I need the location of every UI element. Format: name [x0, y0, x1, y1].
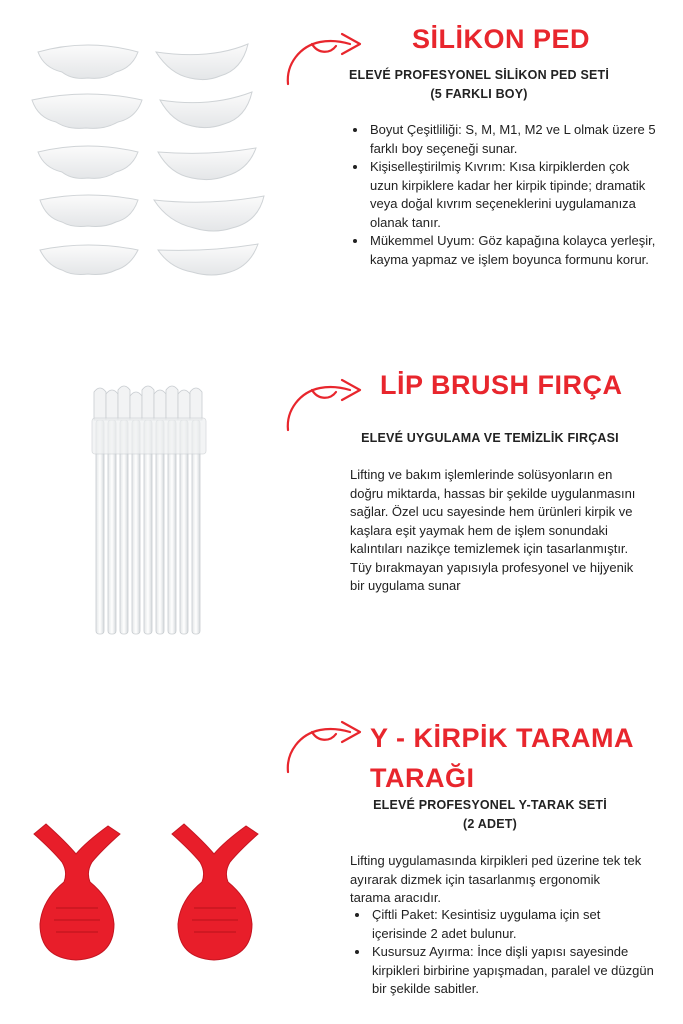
y-comb-title-line2: TARAĞI	[370, 763, 475, 793]
y-comb-count-note: (2 ADET)	[463, 817, 517, 831]
silikon-ped-title: SİLİKON PED	[412, 24, 591, 54]
lip-brush-description: Lifting ve bakım işlemlerinde solüsyonların en doğru miktarda, hassas bir şekilde uygulanmasını sağlar. Özel ucu sayesinde hem ürünleri kirpik ve kaşlara eşit yaymak hem de işlem sonundaki kalıntıları nazikçe temizlemek için tasarlanmıştır. Tüy bırakmayan yapısıyla profesyonel ve hijyenik bir uygulama sunar	[350, 467, 636, 593]
silikon-ped-subtitle: ELEVÉ PROFESYONEL SİLİKON PED SETİ	[348, 68, 610, 82]
y-comb-intro: Lifting uygulamasında kirpikleri ped üzerine tek tek ayırarak dizmek için tasarlanmış ergonomik tarama aracıdır.	[350, 853, 642, 905]
lip-brush-subtitle: ELEVÉ UYGULAMA VE TEMİZLİK FIRÇASI	[361, 431, 619, 445]
list-item: • Çiftli Paket: Kesintisiz uygulama için set içerisinde 2 adet bulunur.	[370, 906, 658, 943]
y-comb-features	[352, 906, 658, 999]
silikon-ped-features	[350, 121, 658, 269]
red-arrow-icon	[270, 712, 370, 782]
y-comb-title-line1: Y - KİRPİK TARAMA	[370, 723, 634, 753]
list-item: • Kusursuz Ayırma: İnce dişli yapısı sayesinde kirpikleri birbirine yapışmadan, paralel ve düzgün bir şekilde sabitler.	[370, 943, 658, 999]
list-item: • Mükemmel Uyum: Göz kapağına kolayca yerleşir, kayma yapmaz ve işlem boyunca formunu korur.	[368, 232, 658, 269]
silikon-ped-size-note: (5 FARKLI BOY)	[430, 87, 528, 101]
list-item: • Boyut Çeşitliliği: S, M, M1, M2 ve L olmak üzere 5 farklı boy seçeneği sunar.	[368, 121, 658, 158]
lip-brush-title: LİP BRUSH FIRÇA	[380, 370, 623, 400]
silicone-pads-image	[20, 30, 280, 290]
list-item: • Kişiselleştirilmiş Kıvrım: Kısa kirpiklerden çok uzun kirpiklere kadar her kirpik tipinde; dramatik veya doğal kıvrım seçeneklerini uygulamanıza olanak tanır.	[368, 158, 658, 232]
y-comb-title	[370, 718, 634, 798]
brushes-image	[86, 380, 216, 642]
y-comb-subtitle: ELEVÉ PROFESYONEL Y-TARAK SETİ	[373, 798, 607, 812]
y-combs-image	[26, 820, 276, 970]
